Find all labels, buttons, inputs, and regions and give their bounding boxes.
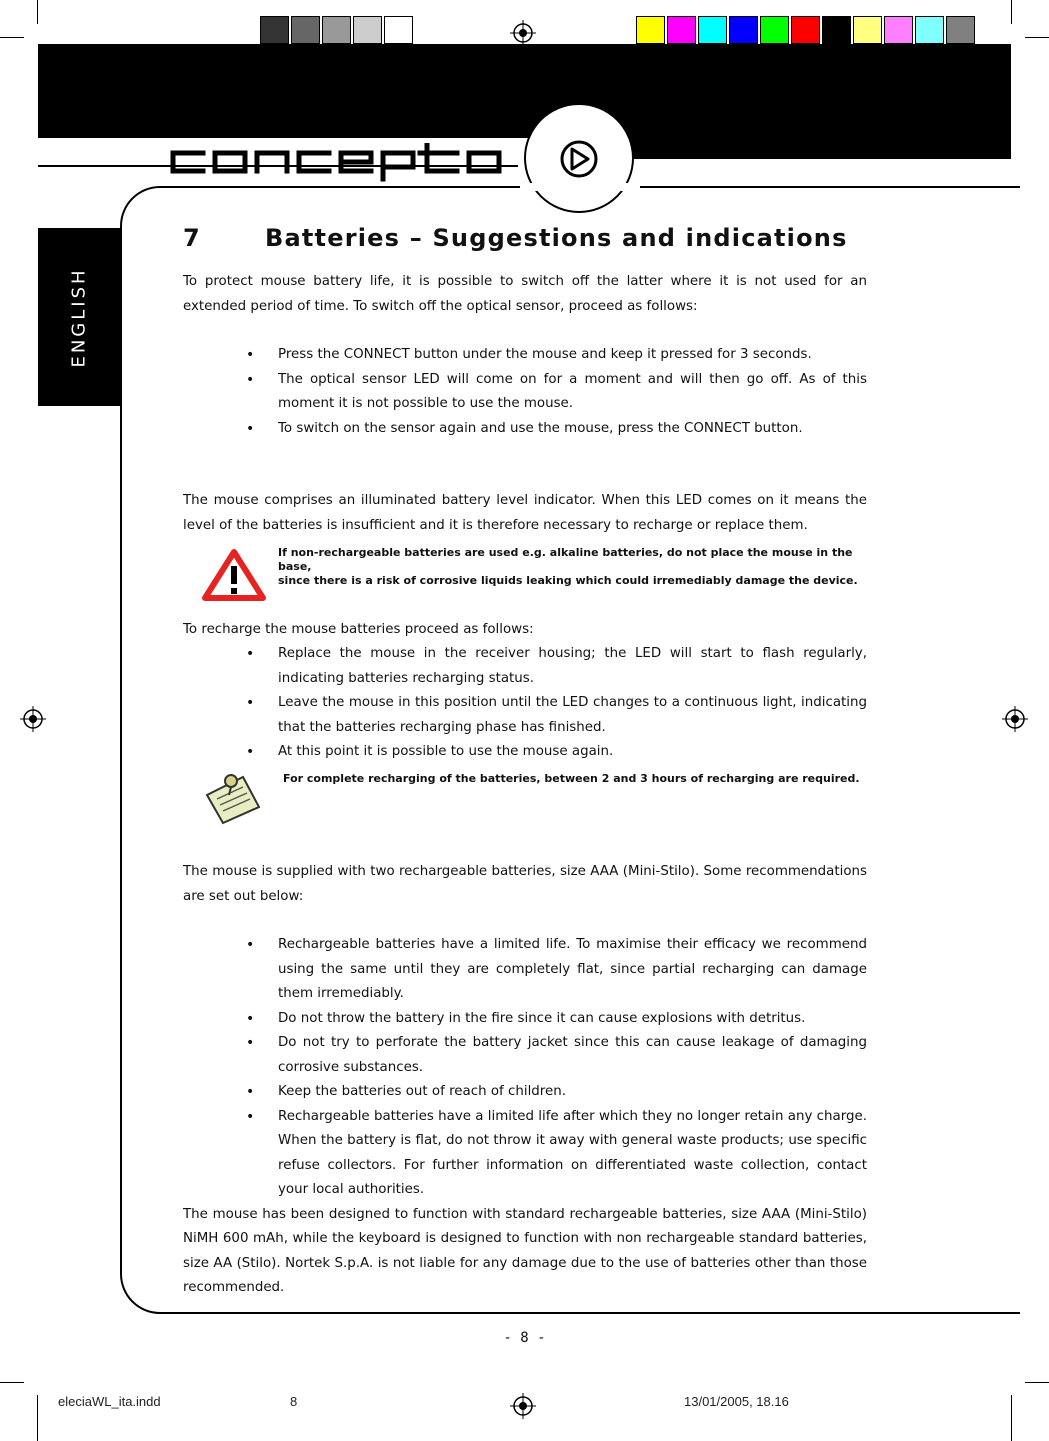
note-box: [183, 769, 867, 837]
section-title: Batteries – Suggestions and indications: [265, 224, 848, 252]
slug-file-name: eleciaWL_ita.indd: [58, 1394, 161, 1409]
indicator-paragraph: The mouse comprises an illuminated battery level indicator. When this LED comes on it means the level of the batteries is insufficient and it is therefore necessary to recharge or replace them.: [183, 493, 867, 533]
warning-box: [183, 544, 867, 612]
crop-mark: [1025, 37, 1049, 38]
warning-triangle-icon: [201, 548, 267, 602]
color-swatch: [791, 16, 820, 44]
list-item: • The optical sensor LED will come on for a moment and will then go off. As of this moment it is not possible to use the mouse.: [183, 368, 867, 417]
gray-swatch: [291, 16, 320, 44]
section-content: [183, 222, 867, 1301]
color-swatch: [884, 16, 913, 44]
crop-mark: [1011, 1395, 1012, 1441]
color-swatch: [698, 16, 727, 44]
crop-mark: [1025, 1382, 1049, 1383]
list-item: • Keep the batteries out of reach of children.: [183, 1080, 867, 1105]
list-item: • Do not throw the battery in the fire since it can cause explosions with detritus.: [183, 1007, 867, 1032]
list-item: • Leave the mouse in this position until the LED changes to a continuous light, indicating that the batteries recharging phase has finished.: [183, 691, 867, 740]
gray-swatch: [384, 16, 413, 44]
color-swatch: [946, 16, 975, 44]
list-item: • Press the CONNECT button under the mouse and keep it pressed for 3 seconds.: [183, 343, 867, 368]
color-swatch: [636, 16, 665, 44]
switch-off-steps: [183, 343, 867, 441]
gray-swatch: [353, 16, 382, 44]
note-text: For complete recharging of the batteries, between 2 and 3 hours of recharging are required.: [283, 771, 860, 785]
page-number: - 8 -: [503, 1330, 546, 1346]
registration-mark-icon: [510, 20, 536, 46]
registration-mark-icon: [20, 706, 46, 732]
slug-page-number: 8: [290, 1394, 298, 1409]
list-item: • Replace the mouse in the receiver housing; the LED will start to flash regularly, indicating batteries recharging status.: [183, 642, 867, 691]
slug-date: 13/01/2005, 18.16: [684, 1394, 789, 1409]
crop-mark: [0, 1382, 24, 1383]
warning-line: If non-rechargeable batteries are used e.g. alkaline batteries, do not place the mouse in the base,: [278, 546, 853, 573]
list-item: • At this point it is possible to use the mouse again.: [183, 740, 867, 765]
section-number: 7: [183, 224, 201, 252]
recharge-steps: [183, 642, 867, 765]
color-swatch: [915, 16, 944, 44]
gray-swatch: [260, 16, 289, 44]
concepto-logo: [165, 143, 525, 183]
note-pin-icon: [201, 769, 265, 827]
crop-mark: [37, 0, 38, 24]
frame-gap: [520, 183, 640, 191]
list-item: • Rechargeable batteries have a limited life. To maximise their efficacy we recommend using the same until they are completely flat, since partial recharging can damage them irremediably.: [183, 933, 867, 1007]
crop-mark: [0, 37, 24, 38]
play-icon: [556, 138, 602, 180]
language-tab-label: ENGLISH: [68, 266, 90, 368]
intro-paragraph: To protect mouse battery life, it is possible to switch off the latter where it is not used for an extended period of time. To switch off the optical sensor, proceed as follows:: [183, 274, 867, 314]
crop-mark: [1011, 0, 1012, 24]
list-item: • Rechargeable batteries have a limited life after which they no longer retain any charge. When the battery is flat, do not throw it away with general waste products; use specific refuse collectors. For further information on differentiated waste collection, contact your local authorities.: [183, 1105, 867, 1203]
color-swatch: [853, 16, 882, 44]
closing-paragraph: The mouse has been designed to function with standard rechargeable batteries, size AAA (Mini-Stilo) NiMH 600 mAh, while the keyboard is designed to function with non rechargeable standard batteries, size AA (Stilo). Nortek S.p.A. is not liable for any damage due to the use of batteries other than those recommended.: [183, 1206, 867, 1295]
crop-mark: [37, 1395, 38, 1441]
supplied-paragraph: The mouse is supplied with two rechargeable batteries, size AAA (Mini-Stilo). Some recommendations are set out below:: [183, 864, 867, 904]
registration-mark-icon: [510, 1393, 536, 1419]
color-swatch: [760, 16, 789, 44]
color-swatch: [822, 16, 851, 44]
gray-swatch: [322, 16, 351, 44]
section-heading: [183, 222, 867, 254]
color-swatch: [667, 16, 696, 44]
warning-line: since there is a risk of corrosive liquids leaking which could irremediably damage the device.: [278, 574, 858, 587]
color-swatch: [729, 16, 758, 44]
recharge-intro: To recharge the mouse batteries proceed as follows:: [183, 621, 534, 637]
recommendations-list: [183, 933, 867, 1203]
list-item: • Do not try to perforate the battery jacket since this can cause leakage of damaging corrosive substances.: [183, 1031, 867, 1080]
list-item: • To switch on the sensor again and use the mouse, press the CONNECT button.: [183, 417, 867, 442]
